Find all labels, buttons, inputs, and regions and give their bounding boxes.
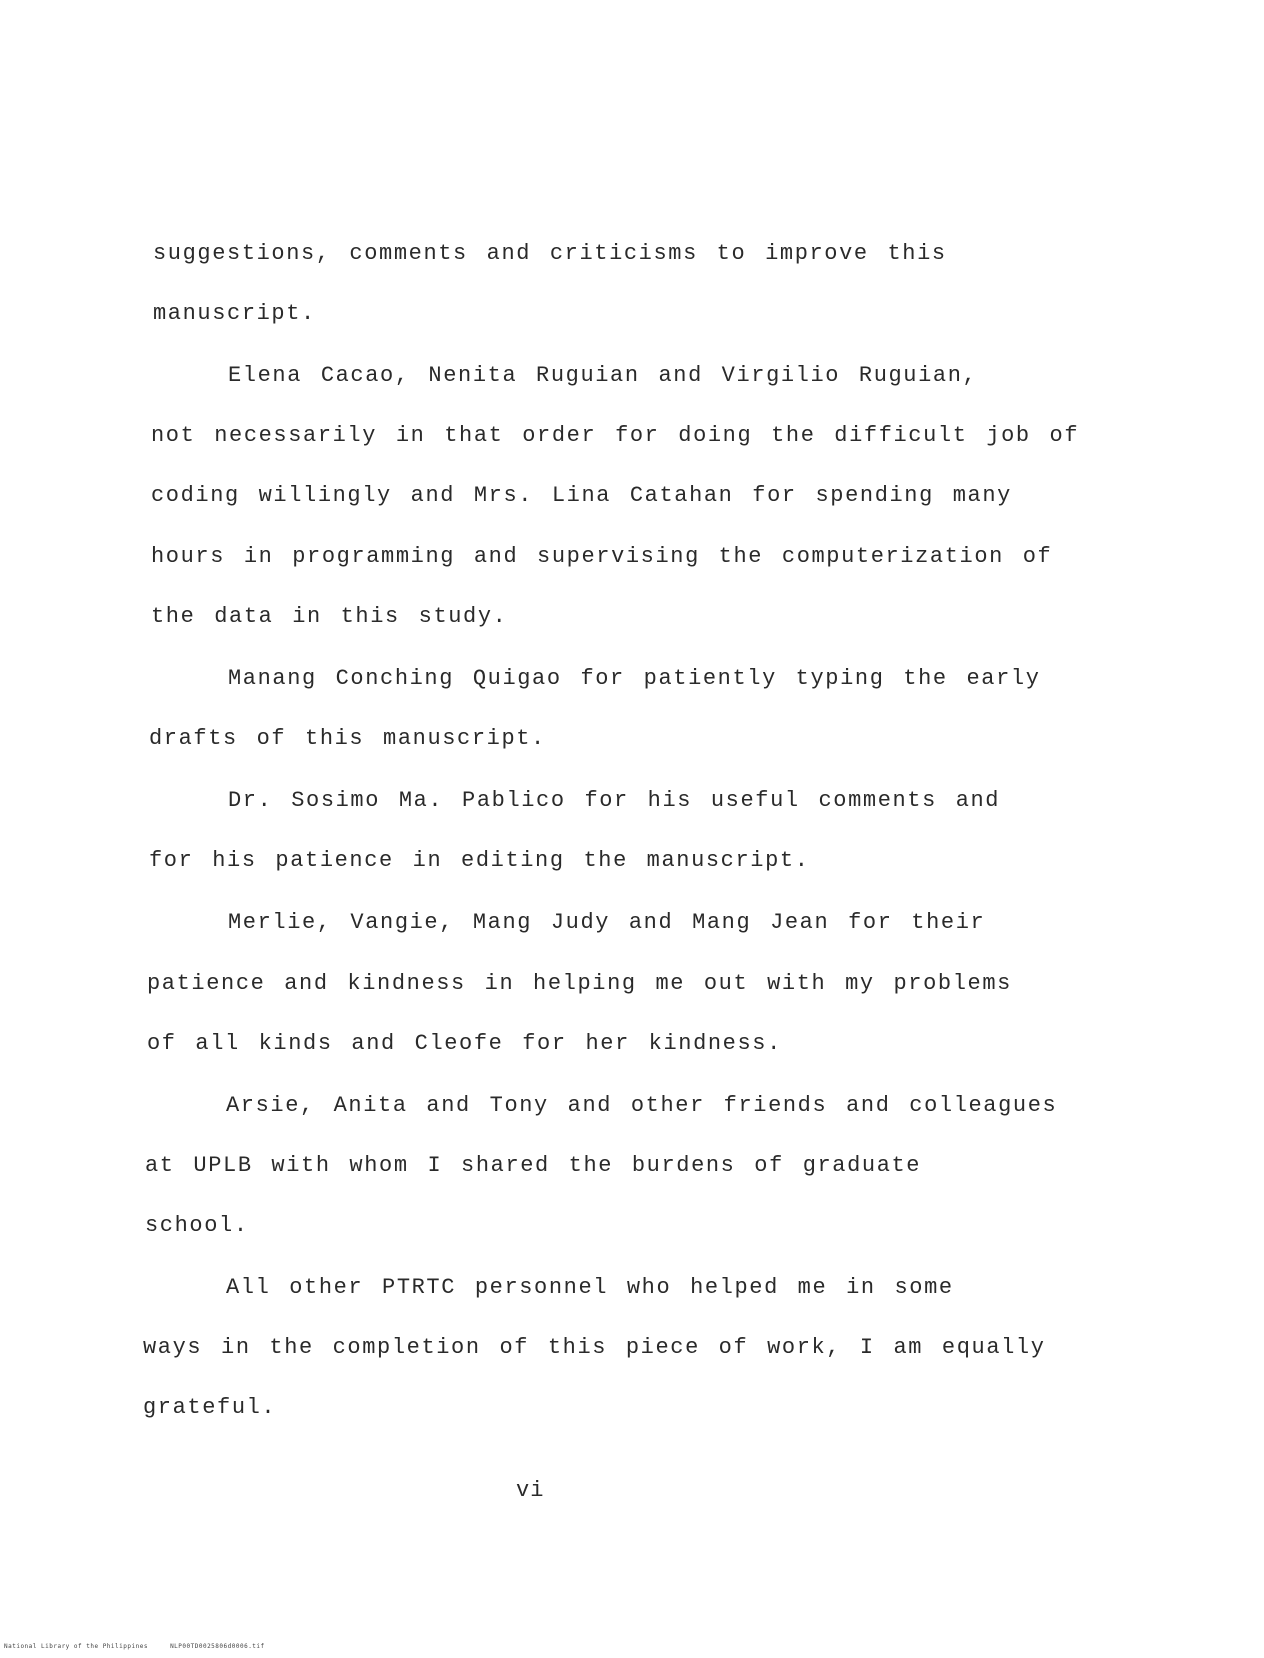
text-line: Manang Conching Quigao for patiently typing the early xyxy=(228,666,1041,691)
text-line: patience and kindness in helping me out with my problems xyxy=(147,971,1012,996)
text-line: ways in the completion of this piece of work, I am equally xyxy=(143,1335,1046,1360)
text-line: coding willingly and Mrs. Lina Catahan for spending many xyxy=(151,483,1012,508)
page-number: vi xyxy=(516,1478,545,1503)
text-line: hours in programming and supervising the computerization of xyxy=(151,544,1053,569)
text-line: school. xyxy=(145,1213,249,1238)
text-line: not necessarily in that order for doing the difficult job of xyxy=(151,423,1080,448)
text-line: the data in this study. xyxy=(151,604,508,629)
text-line: Dr. Sosimo Ma. Pablico for his useful comments and xyxy=(228,788,1001,813)
text-line: suggestions, comments and criticisms to improve this xyxy=(153,241,947,266)
scan-footer xyxy=(4,1643,283,1650)
text-line: of all kinds and Cleofe for her kindness. xyxy=(147,1031,782,1056)
text-line: All other PTRTC personnel who helped me in some xyxy=(226,1275,954,1300)
text-line: Merlie, Vangie, Mang Judy and Mang Jean for their xyxy=(228,910,986,935)
text-line: Arsie, Anita and Tony and other friends and colleagues xyxy=(226,1093,1058,1118)
text-line: drafts of this manuscript. xyxy=(149,726,546,751)
text-line: at UPLB with whom I shared the burdens of graduate xyxy=(145,1153,922,1178)
text-line: Elena Cacao, Nenita Ruguian and Virgilio Ruguian, xyxy=(228,363,978,388)
footer-library-label: National Library of the Philippines xyxy=(4,1643,148,1650)
text-line: grateful. xyxy=(143,1395,277,1420)
text-line: for his patience in editing the manuscript. xyxy=(149,848,810,873)
footer-file-id: NLP00TD0025806d0006.tif xyxy=(170,1643,265,1650)
text-line: manuscript. xyxy=(153,301,316,326)
